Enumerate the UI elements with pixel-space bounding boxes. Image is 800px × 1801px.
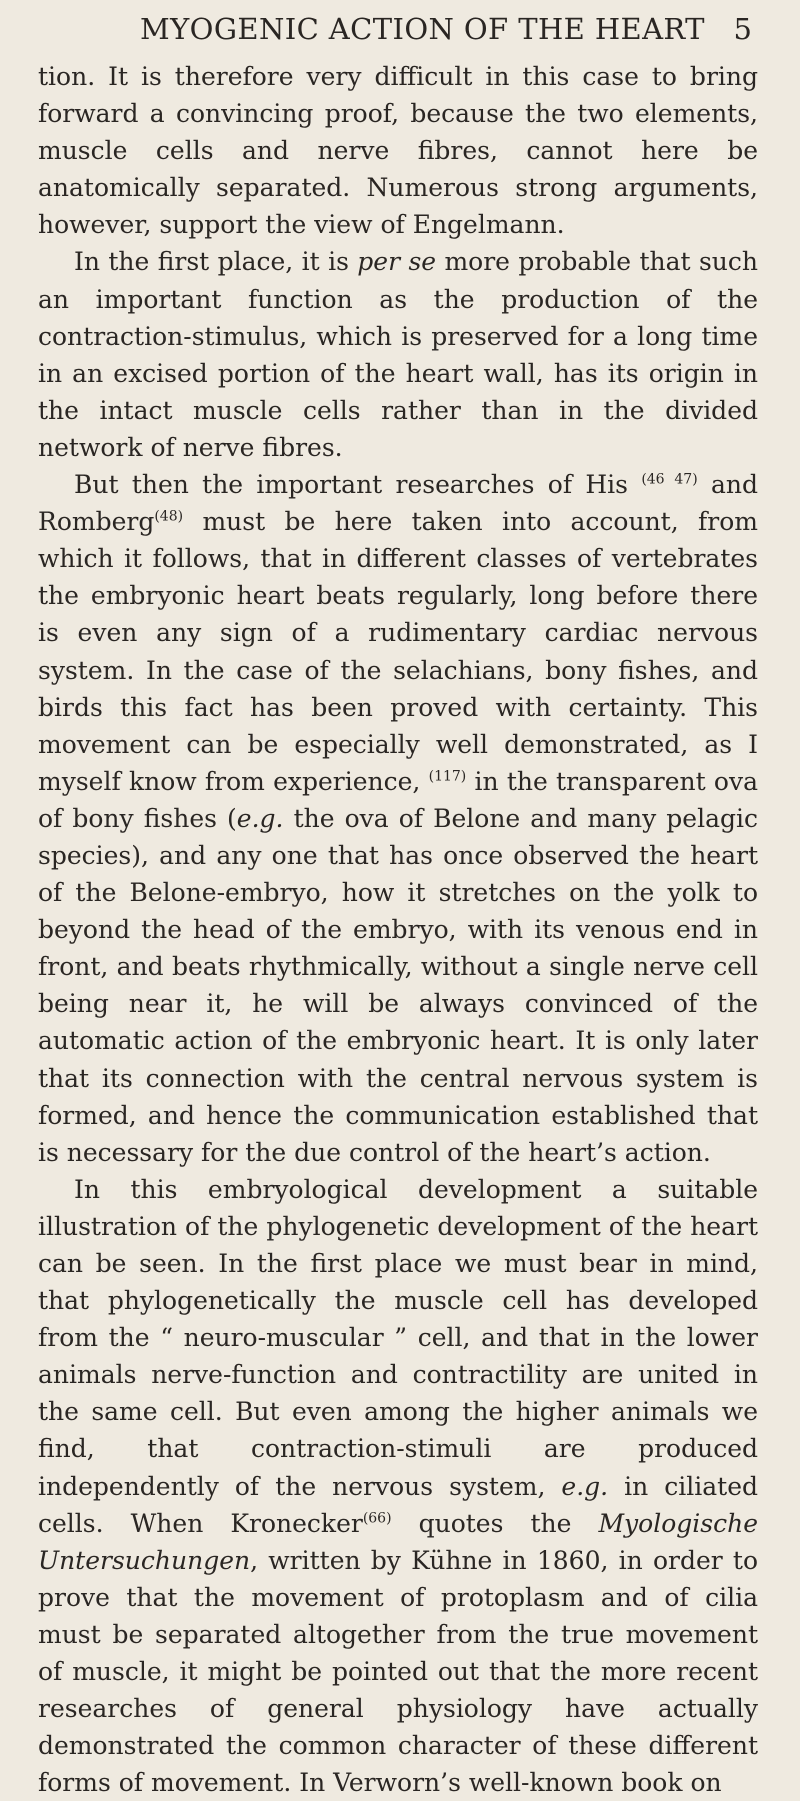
cited-work-title: Myologische Untersuchungen	[38, 1508, 758, 1575]
body-text	[38, 58, 758, 1801]
paragraph-3-text-a: But then the important researches of His	[74, 470, 642, 500]
paragraph-3-text-e: the ova of Belone and many pelagic species), and any one that has once observed the heart of the Belone-embryo, how it stretches on the yolk to beyond the head of the embryo, with its venous end in front, and beats rhythmically, without a single nerve cell being near it, he will be always convinced of the automatic action of the embryonic heart. It is only later that its connection with the central nervous system is formed, and hence the communication established that is necessary for the due control of the heart’s action.	[38, 803, 758, 1167]
running-head	[0, 4, 800, 52]
page-number: 5	[733, 12, 752, 46]
paragraph-3-text-c: must be here taken into account, from which it follows, that in different classes of vertebrates the embryonic heart beats regularly, long before there is even any sign of a rudimentary cardiac nervous system. In the case of the selachians, bony fishes, and birds this fact has been proved with certainty. This movement can be especially well demonstrated, as I myself know from experience,	[38, 507, 758, 796]
paragraph-4	[38, 1171, 758, 1801]
reference-experience: (117)	[428, 768, 467, 785]
reference-romberg: (48)	[154, 508, 184, 525]
paragraph-1-text: tion. It is therefore very difficult in this case to bring forward a convincing proof, because the two elements, muscle cells and nerve fibres, cannot here be anatomically separated. Numerous strong arguments, however, support the view of Engelmann.	[38, 62, 758, 240]
reference-his: (46 47)	[641, 471, 698, 488]
paragraph-3-text-b: and Romberg	[38, 470, 758, 537]
paragraph-4-text-b: in ciliated cells. When Kronecker	[38, 1471, 758, 1538]
latin-phrase: per se	[357, 247, 437, 277]
paragraph-2-text-a: In the first place, it is	[74, 247, 358, 277]
paragraph-4-text-a: In this embryological development a suitable illustration of the phylogenetic development of the heart can be seen. In the first place we must bear in mind, that phylogenetically the muscle cell has developed from the “ neuro-muscular ” cell, and that in the lower animals nerve-function and contractility are united in the same cell. But even among the higher animals we find, that contraction-stimuli are produced independently of the nervous system,	[38, 1174, 758, 1501]
paragraph-1	[38, 58, 758, 243]
reference-kronecker: (66)	[362, 1510, 392, 1527]
paragraph-4-text-d: , written by Kühne in 1860, in order to prove that the movement of protoplasm and of cilia must be separated altogether from the true movement of muscle, it might be pointed out that the more recent researches of general physiology have actually demonstrated the common character of these different forms of movement. In Verworn’s well-known book on	[38, 1545, 758, 1798]
paragraph-3-text-d: in the transparent ova of bony fishes (	[38, 766, 758, 833]
paragraph-4-text-c: quotes the	[391, 1508, 599, 1538]
paragraph-2-text-b: more probable that such an important function as the production of the contraction-stimulus, which is preserved for a long time in an excised portion of the heart wall, has its origin in the intact muscle cells rather than in the divided network of nerve fibres.	[38, 247, 758, 462]
paragraph-2	[38, 243, 758, 466]
running-title: MYOGENIC ACTION OF THE HEART	[140, 12, 705, 46]
paragraph-3	[38, 466, 758, 1171]
example-abbrev-2: e.g.	[561, 1471, 609, 1501]
example-abbrev-1: e.g.	[236, 803, 284, 833]
